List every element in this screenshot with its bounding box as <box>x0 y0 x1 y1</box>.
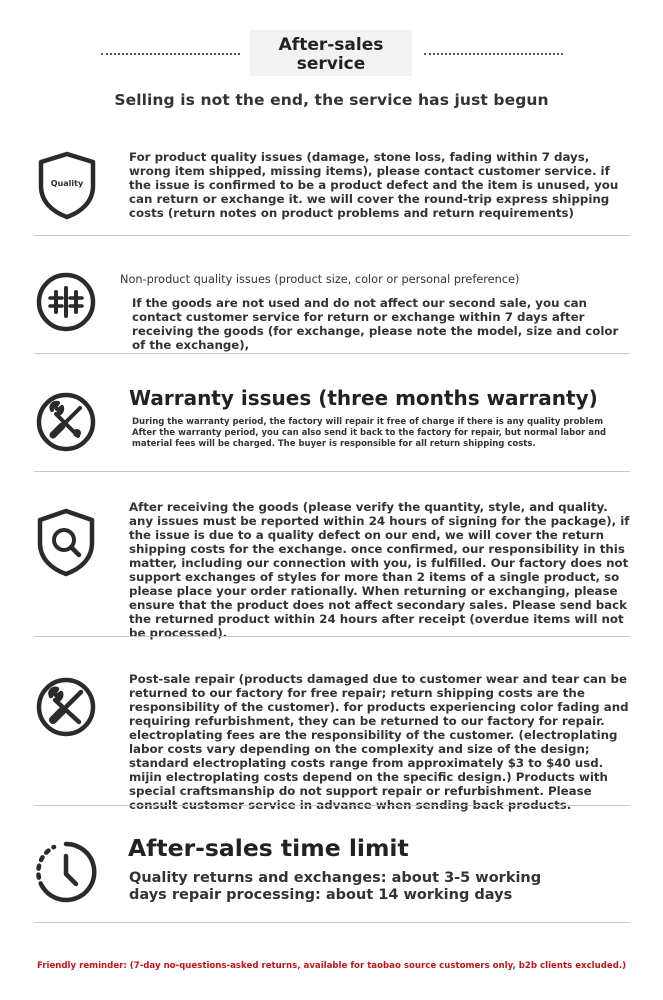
sliders-circle-icon <box>34 270 98 334</box>
time-limit-line2: days repair processing: about 14 working days <box>129 887 513 903</box>
time-limit-heading: After-sales time limit <box>128 834 409 862</box>
tools-cross-circle-icon <box>34 675 98 739</box>
page-subtitle: Selling is not the end, the service has just begun <box>114 91 549 109</box>
section-divider <box>34 636 630 637</box>
clock-icon <box>32 838 100 906</box>
quality-icon-label: Quality <box>50 179 84 188</box>
section-divider <box>34 922 630 923</box>
header-dotted-line-left <box>101 53 240 55</box>
header-dotted-line-right <box>424 53 563 55</box>
repair-text: Post-sale repair (products damaged due to customer wear and tear can be returned to our factory for free repair; return shipping costs are the responsibility of the customer). for products experiencing color fading and requiring refurbishment, they can be returned to our factory for repair. electroplating fees are the responsibility of the customer. (electroplating labor costs vary depending on the complexity and size of the design; standard electroplating costs range from approximately $3 to $40 usd. mijin electroplating costs depend on the specific design.) Products with special craftsmanship do not support repair or refurbishment. Please consult customer service in advance when sending back products. <box>129 672 629 812</box>
section-divider <box>34 805 630 806</box>
page-title <box>250 30 412 76</box>
section-divider <box>34 235 630 236</box>
warranty-heading: Warranty issues (three months warranty) <box>129 386 598 410</box>
page-title-line1: After-sales <box>278 35 384 55</box>
warranty-text: During the warranty period, the factory will repair it free of charge if there is any quality problem After the warranty period, you can also send it back to the factory for repair, but normal labor and material fees will be charged. The buyer is responsible for all return shipping costs. <box>132 417 607 449</box>
quality-issues-text: For product quality issues (damage, stone loss, fading within 7 days, wrong item shipped, missing items), please contact customer service. if the issue is confirmed to be a product defect and the item is unused, you can return or exchange it. we will cover the round-trip express shipping costs (return notes on product problems and return requirements) <box>129 150 619 220</box>
section-divider <box>34 353 630 354</box>
friendly-reminder: Friendly reminder: (7-day no-questions-asked returns, available for taobao source customers only, b2b clients excluded.) <box>36 961 627 971</box>
quality-shield-icon <box>35 150 99 220</box>
non-quality-text: If the goods are not used and do not affect our second sale, you can contact customer service for return or exchange within 7 days after receiving the goods (for exchange, please note the model, size and color of the exchange), <box>132 296 619 352</box>
page-title-line2: service <box>296 54 366 74</box>
time-limit-line1: Quality returns and exchanges: about 3-5 working <box>129 870 542 886</box>
non-quality-heading: Non-product quality issues (product size, color or personal preference) <box>120 273 520 286</box>
wrench-screwdriver-circle-icon <box>34 390 98 454</box>
receiving-goods-text: After receiving the goods (please verify the quantity, style, and quality. any issues must be reported within 24 hours of signing for the package), if the issue is due to a quality defect on our end, we will cover the return shipping costs for the exchange. once confirmed, our responsibility in this matter, including our connection with you, is fulfilled. Our factory does not support exchanges of styles for more than 2 items of a single product, so please place your order rationally. When returning or exchanging, please ensure that the product does not affect secondary sales. Please send back the returned product within 24 hours after receipt (overdue items will not be processed). <box>129 500 630 640</box>
shield-search-icon <box>34 507 98 577</box>
section-divider <box>34 471 630 472</box>
